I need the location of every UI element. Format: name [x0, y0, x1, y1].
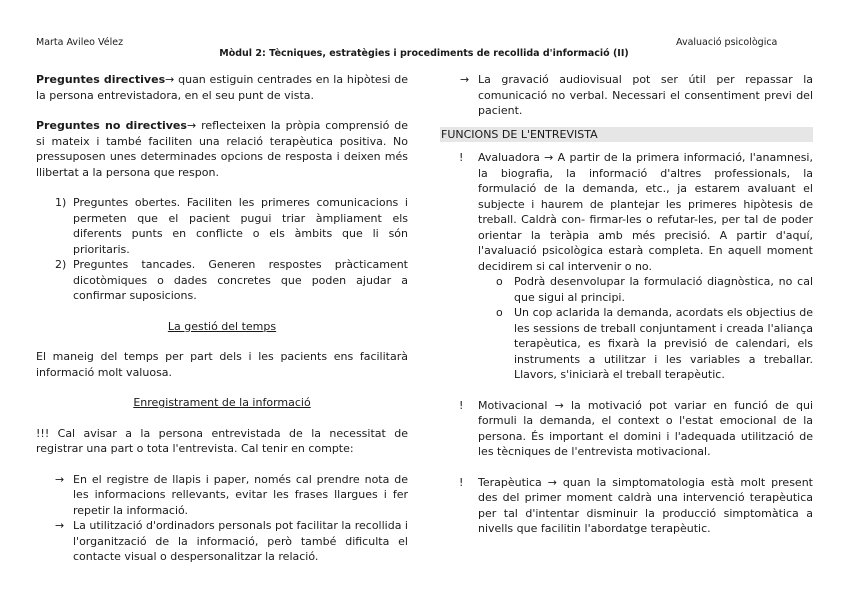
list-item	[36, 472, 408, 519]
function-therapeutic	[441, 475, 813, 537]
arrow-icon: →	[460, 73, 470, 86]
page-title: Mòdul 2: Tècniques, estratègies i procediments de recollida d'informació (II)	[219, 48, 629, 59]
video-arrow-list	[441, 72, 813, 119]
section-heading: FUNCIONS DE L'ENTREVISTA	[440, 127, 813, 143]
exclamation-icon: !	[459, 151, 464, 164]
list-item	[36, 195, 408, 257]
heading-time: La gestió del temps	[167, 319, 277, 333]
list-text: La utilització d'ordinadors personals pot facilitar la recollida i l'organització de la informació, però també dificulta el contacte visual o despersonalitzar la relació.	[73, 519, 408, 563]
header-author: Marta Avileo Vélez	[36, 37, 124, 48]
list-text: La gravació audiovisual pot ser útil per repassar la comunicació no verbal. Necessari el consentiment previ del pacient.	[478, 73, 813, 117]
exclamation-icon: !	[459, 398, 464, 412]
list-text: Preguntes tancades. Generen respostes pràcticament dicotòmiques o dades concretes que poden ajudar a confirmar suposicions.	[73, 258, 408, 302]
arrow-icon: →	[55, 519, 65, 532]
list-text: Podrà desenvolupar la formulació diagnòstica, no cal que sigui al principi.	[514, 275, 813, 304]
list-text: Preguntes obertes. Faciliten les primeres comunicacions i permeten que el pacient pugui triar àmpliament els diferents punts en conflicte o els àmbits que li són prioritaris.	[73, 196, 408, 256]
term-directive: Preguntes directives	[36, 73, 166, 86]
arrow-icon: →	[55, 472, 65, 486]
function-text: Motivacional → la motivació pot variar en funció de qui formuli la demanda, el context o l'estat emocional de la persona. És important el domini i l'adequada utilització de les tècniques de l'entrevista motivacional.	[478, 398, 813, 458]
text-directive: → quan estiguin centrades en la hipòtesi de la persona entrevistadora, en el seu punt de vista.	[36, 73, 408, 102]
paragraph-non-directive	[36, 118, 408, 180]
list-text: En el registre de llapis i paper, només cal prendre nota de les informacions rellevants, evitar les frases llargues i fer repetir la informació.	[73, 472, 408, 517]
question-types-list	[36, 195, 408, 304]
list-item	[441, 305, 813, 383]
evaluative-sublist	[441, 274, 813, 383]
text-non-directive: → reflecteixen la pròpia comprensió de si mateix i també faciliten una relació terapèutica positiva. No pressuposen unes determinades opcions de resposta i deixen més llibertat a la persona que respon.	[36, 119, 408, 179]
paragraph-directive	[36, 72, 408, 103]
function-evaluative	[441, 150, 813, 274]
list-item	[441, 72, 813, 119]
list-text: Un cop aclarida la demanda, acordats els objectius de les sessions de treball conjuntament i creada l'aliança terapèutica, es fixarà la previsió de calendari, els instruments a utilitzar i les variables a treballar. Llavors, s'iniciarà el treball terapèutic.	[514, 306, 813, 381]
term-non-directive: Preguntes no directives	[36, 119, 187, 132]
bullet-icon: o	[496, 306, 503, 319]
list-number: 1)	[55, 196, 67, 209]
heading-record: Enregistrament de la informació	[133, 396, 311, 409]
function-text: Avaluadora → A partir de la primera informació, l'anamnesi, la biografia, la informació d'altres professionals, la formulació de la demanda, etc., ja estarem avaluant el subjecte i haurem de plantejar les primeres hipòtesis de treball. Caldrà con- firmar-les o refutar-les, per tal de poder orientar la teràpia amb més precisió. A partir d'aquí, l'avaluació psicològica estarà completa. En aquell moment decidirem si cal intervenir o no.	[478, 151, 813, 273]
right-column	[441, 72, 813, 537]
list-item	[441, 274, 813, 305]
function-text: Terapèutica → quan la simptomatologia està molt present des del primer moment caldrà una intervenció terapèutica per tal d'intentar disminuir la producció simptomàtica a nivells que facilitin l'abordatge terapèutic.	[478, 475, 813, 535]
list-item	[36, 518, 408, 565]
paragraph-time: El maneig del temps per part dels i les pacients ens facilitarà informació molt valuosa.	[36, 350, 408, 379]
list-item	[36, 257, 408, 304]
list-number: 2)	[55, 258, 67, 271]
record-arrow-list	[36, 472, 408, 565]
paragraph-record: !!! Cal avisar a la persona entrevistada de la necessitat de registrar una part o tota l'entrevista. Cal tenir en compte:	[36, 426, 408, 455]
left-column	[36, 72, 408, 565]
exclamation-icon: !	[459, 475, 464, 489]
bullet-icon: o	[496, 275, 503, 288]
function-motivational	[441, 398, 813, 460]
header-subject: Avaluació psicològica	[676, 37, 778, 48]
